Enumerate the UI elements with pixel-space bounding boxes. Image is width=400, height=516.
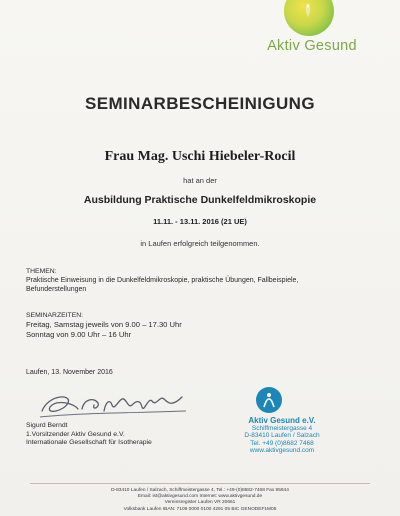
logo-text: Aktiv Gesund [267,38,357,54]
handwritten-signature [38,389,188,423]
stamp-line-4: Tel. +49 (0)8682 7468 [250,439,314,447]
seminarzeiten-label: SEMINARZEITEN: [26,312,84,319]
footer-line-4: Volksbank Laufen IBAN: 7109 0000 0100 4291 05 BIC GENODEF1M05 [123,506,277,512]
signer-block [26,422,152,448]
course-dates: 11.11. - 13.11. 2016 (21 UE) [153,217,247,226]
stamp-line-3: D-83410 Laufen / Salzach [244,432,320,440]
signer-org: Internationale Gesellschaft für Isotherapie [26,439,152,447]
document-title: SEMINARBESCHEINIGUNG [85,94,315,113]
intro-text: hat an der [183,176,217,185]
footer-line-3: Vereinsregister Laufen VR 20661 [164,500,236,506]
course-title: Ausbildung Praktische Dunkelfeldmikroskopie [83,194,317,206]
themen-label: THEMEN: [26,268,57,275]
stamp-line-1: Aktiv Gesund e.V. [248,416,316,425]
aktiv-gesund-logo [252,0,372,62]
stamp-figure-icon [262,391,276,409]
footer [0,488,400,513]
stamp-line-5: www.aktivgesund.com [249,447,315,455]
footer-line-2: Email: ist@aktivgesund.com Internet: www.aktivgesund.de [137,494,263,500]
themen-text-1: Praktische Einweisung in die Dunkelfeldmikroskopie, praktische Übungen, Fallbeispiele, [26,277,299,284]
organization-stamp [222,385,342,465]
signer-role: 1.Vorsitzender Aktiv Gesund e.V. [26,430,125,438]
seminarzeiten-line-2: Sonntag von 9.00 Uhr – 16 Uhr [26,330,132,339]
completion-text: in Laufen erfolgreich teilgenommen. [140,239,260,248]
seminarzeiten-section [26,311,376,340]
stamp-line-2: Schiffmeistergasse 4 [251,424,313,432]
signer-name: Sigurd Berndt [26,422,68,429]
logo-figure-icon [300,2,316,18]
recipient-name: Frau Mag. Uschi Hiebeler-Rocil [104,149,296,164]
footer-line-1: D-83410 Laufen / Salzach, Schiffmeistergasse 4, Tel.: +49-(0)8682-7468 Fax 95944 [111,488,289,493]
place-date: Laufen, 13. November 2016 [26,369,113,376]
stamp-text [222,417,342,455]
themen-section [26,267,376,294]
seminarzeiten-line-1: Freitag, Samstag jeweils von 9.00 – 17.30 Uhr [26,320,182,329]
themen-text-2: Befunderstellungen [26,286,87,293]
footer-divider [30,483,370,484]
